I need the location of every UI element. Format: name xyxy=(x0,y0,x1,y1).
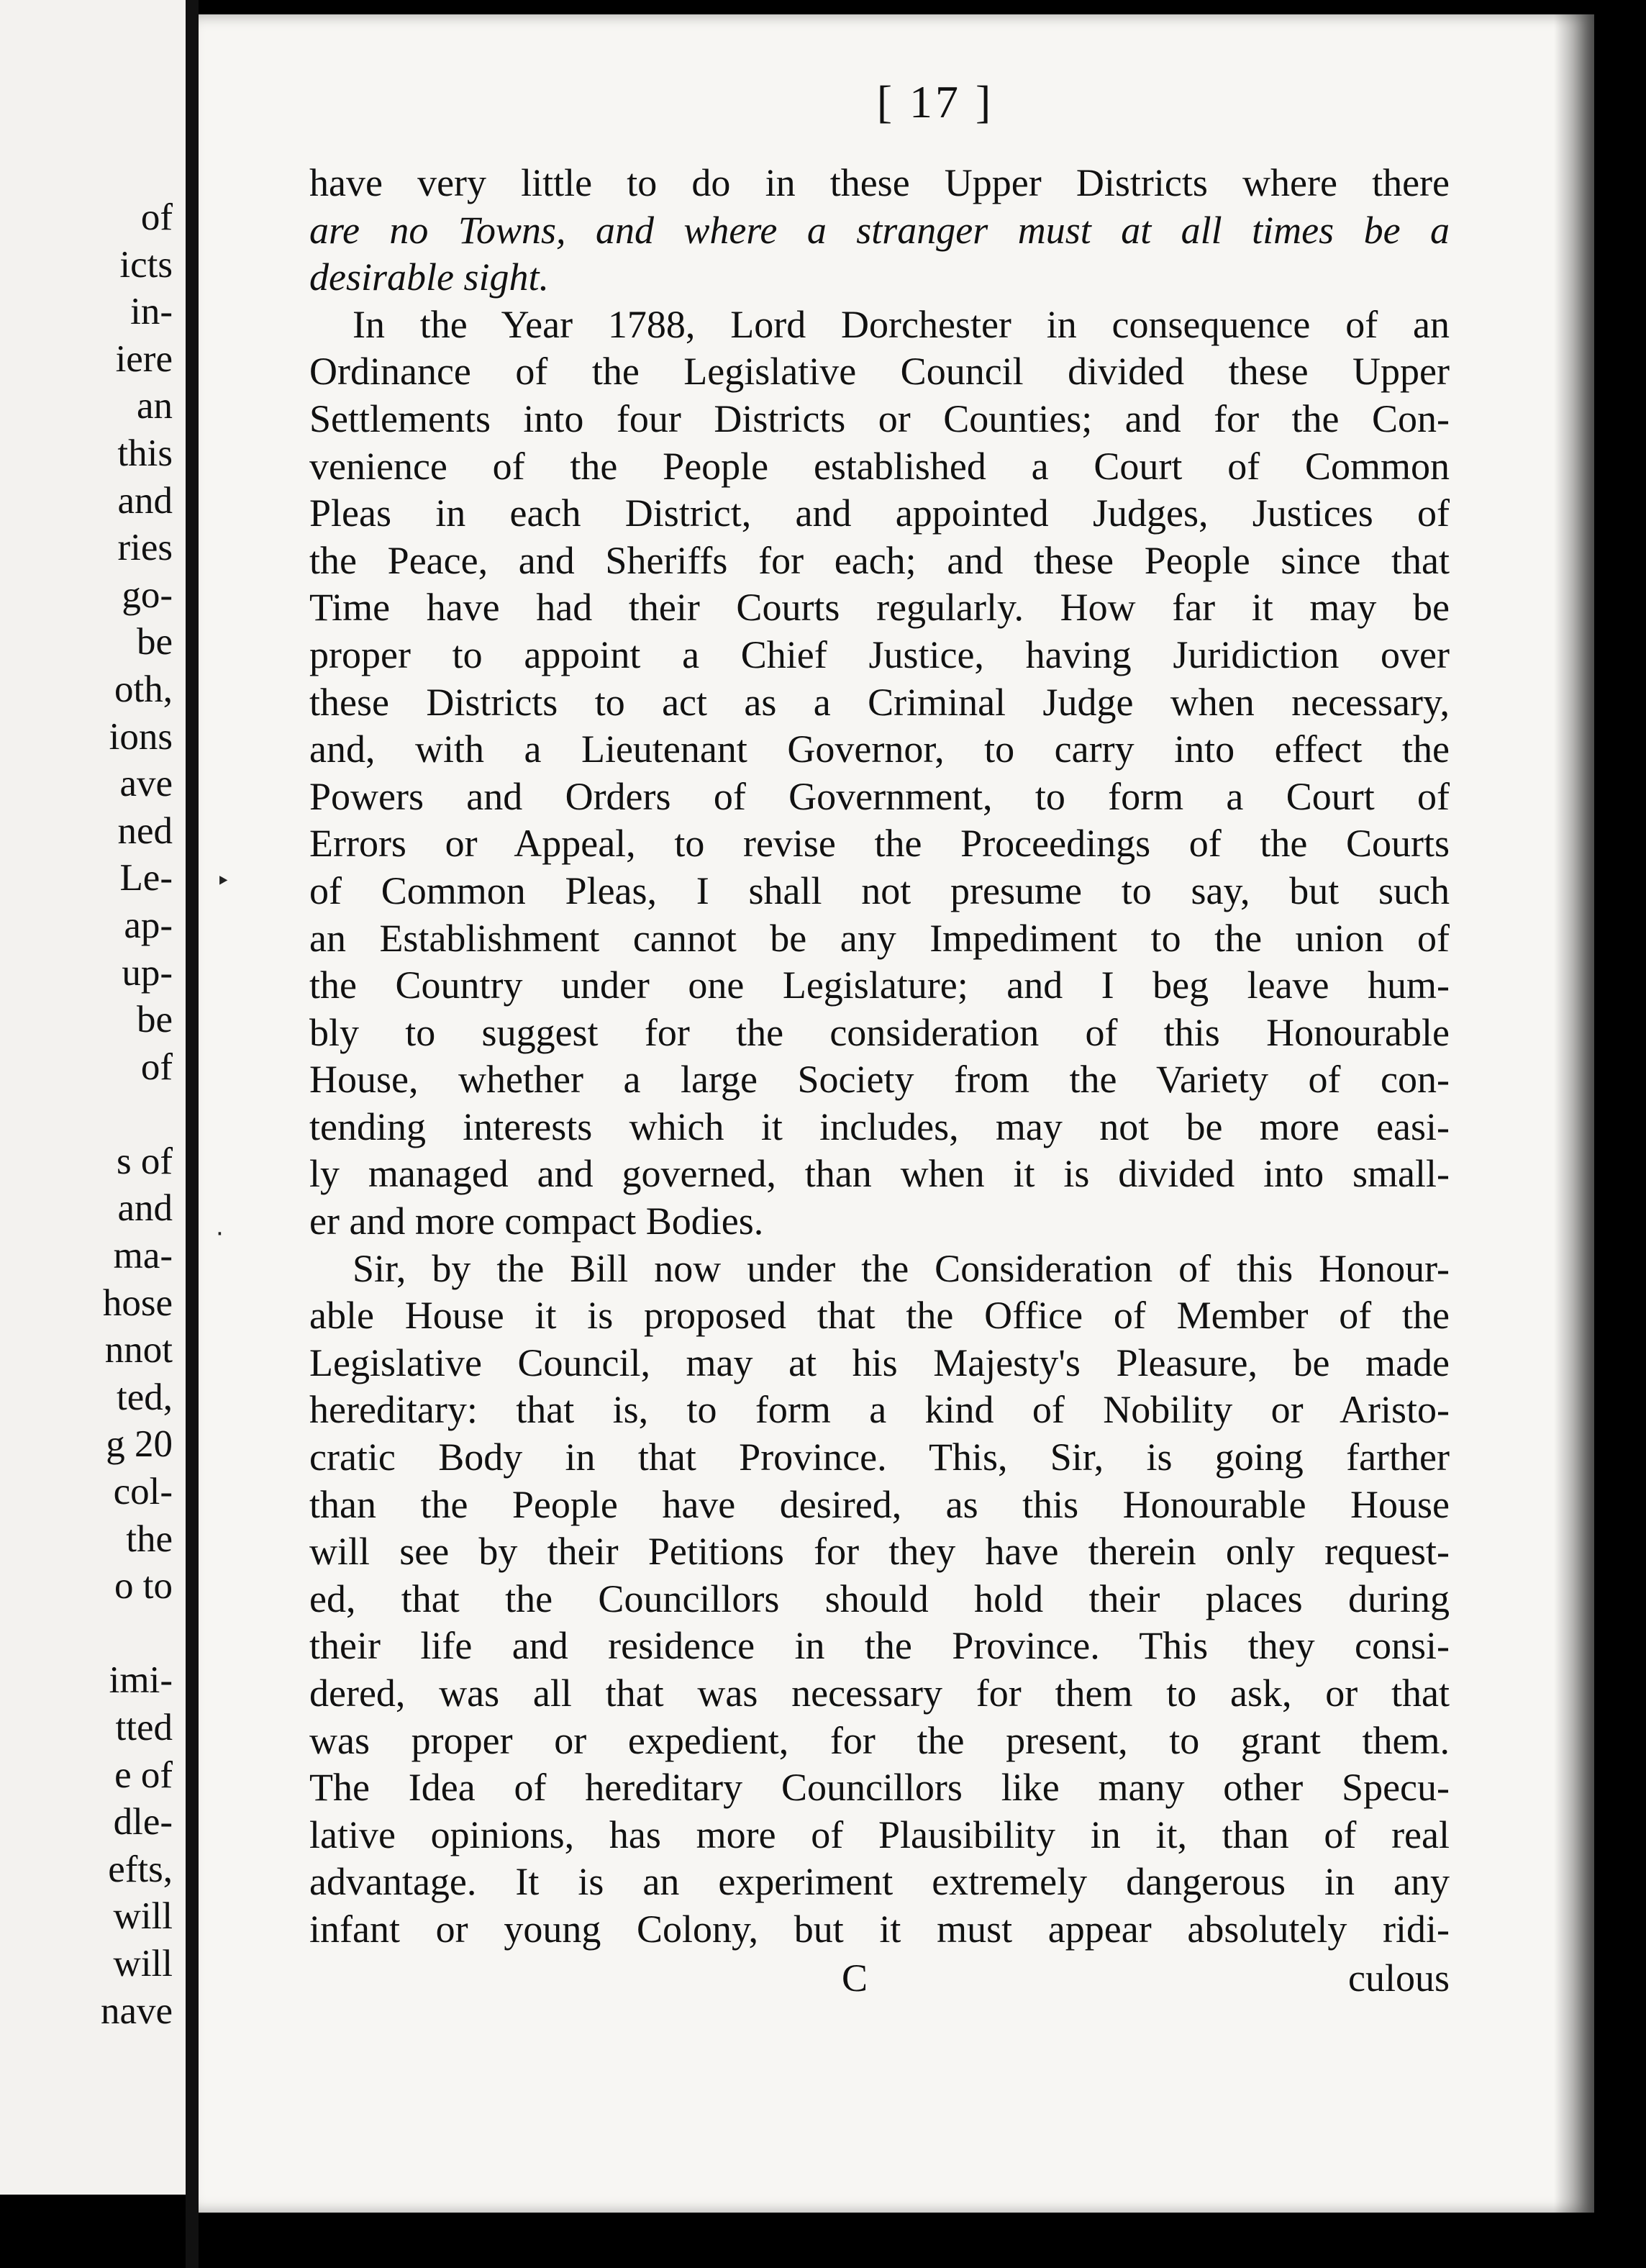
left-fragment: this xyxy=(117,432,173,474)
text-line: Ordinance of the Legislative Council divided these Upper xyxy=(309,350,1450,394)
body-text xyxy=(309,160,1450,1954)
left-fragment: efts, xyxy=(108,1848,173,1890)
text-line: bly to suggest for the consideration of this Honourable xyxy=(309,1010,1450,1054)
left-fragment: imi- xyxy=(109,1659,173,1702)
text-line: er and more compact Bodies. xyxy=(309,1199,764,1243)
margin-mark: ‣ xyxy=(216,867,231,896)
left-fragment: of xyxy=(140,1045,173,1088)
text-line: will see by their Petitions for they have therein only request- xyxy=(309,1530,1450,1574)
left-fragment: the xyxy=(126,1518,173,1560)
left-fragment: ries xyxy=(117,527,173,569)
text-line: Settlements into four Districts or Counties; and for the Con- xyxy=(309,396,1450,440)
left-fragment: nave xyxy=(100,1990,173,2032)
signature-mark: C xyxy=(842,1956,868,2000)
text-line: House, whether a large Society from the Variety of con- xyxy=(309,1058,1450,1102)
left-fragment: tted xyxy=(115,1707,173,1748)
text-line: Powers and Orders of Government, to form a Court of xyxy=(309,774,1450,818)
text-line: an Establishment cannot be any Impediment to the union of xyxy=(309,916,1450,960)
left-fragment: hose xyxy=(102,1282,173,1324)
text-line: their life and residence in the Province. This they consi- xyxy=(309,1624,1450,1668)
left-fragment: g 20 xyxy=(106,1423,173,1466)
left-fragment: col- xyxy=(113,1471,173,1513)
left-fragment: and xyxy=(117,479,173,522)
text-line: are no Towns, and where a stranger must at all times be a xyxy=(309,208,1450,252)
left-fragment: nnot xyxy=(104,1329,173,1371)
text-line: than the People have desired, as this Honourable House xyxy=(309,1482,1450,1526)
text-line: was proper or expedient, for the present, to grant them. xyxy=(309,1718,1450,1762)
left-fragment: iere xyxy=(115,337,173,380)
text-line: venience of the People established a Court of Common xyxy=(309,444,1450,488)
left-fragment: icts xyxy=(119,243,173,286)
text-line: Time have had their Courts regularly. How far it may be xyxy=(309,586,1450,630)
left-fragment: in- xyxy=(130,291,173,333)
left-fragment: of xyxy=(140,196,173,238)
text-line: advantage. It is an experiment extremely dangerous in any xyxy=(309,1860,1450,1904)
text-line: infant or young Colony, but it must appear absolutely ridi- xyxy=(309,1907,1450,1951)
left-fragment: s of xyxy=(116,1140,173,1182)
text-line: these Districts to act as a Criminal Judge when necessary, xyxy=(309,680,1450,724)
text-line: Errors or Appeal, to revise the Proceedings of the Courts xyxy=(309,822,1450,866)
left-fragment: ions xyxy=(109,715,173,758)
left-fragment: o to xyxy=(114,1565,173,1607)
left-fragment: oth, xyxy=(114,668,173,710)
text-line: lative opinions, has more of Plausibility in it, than of real xyxy=(309,1813,1450,1856)
book-gutter xyxy=(186,0,199,2268)
text-line: able House it is proposed that the Office of Member of the xyxy=(309,1294,1450,1338)
text-line: hereditary: that is, to form a kind of Nobility or Aristo- xyxy=(309,1388,1450,1432)
left-fragment: go- xyxy=(122,573,173,616)
text-line: dered, was all that was necessary for them to ask, or that xyxy=(309,1671,1450,1715)
text-line: and, with a Lieutenant Governor, to carry into effect the xyxy=(309,727,1450,771)
left-fragment: ted, xyxy=(117,1376,173,1418)
text-line: tending interests which it includes, may not be more easi- xyxy=(309,1104,1450,1148)
text-line: The Idea of hereditary Councillors like many other Specu- xyxy=(309,1766,1450,1810)
page-number: [ 17 ] xyxy=(876,76,994,127)
text-line: proper to appoint a Chief Justice, having Juridiction over xyxy=(309,632,1450,676)
text-line: Sir, by the Bill now under the Consideration of this Honour- xyxy=(353,1246,1450,1290)
text-line: ed, that the Councillors should hold their places during xyxy=(309,1577,1450,1620)
left-fragment xyxy=(0,1610,180,1658)
text-line: Pleas in each District, and appointed Judges, Justices of xyxy=(309,491,1450,535)
left-fragment: dle- xyxy=(113,1801,173,1843)
text-line: have very little to do in these Upper Districts where there xyxy=(309,161,1450,204)
left-fragment: e of xyxy=(114,1754,173,1796)
margin-mark: · xyxy=(216,1220,224,1248)
left-fragment: up- xyxy=(122,951,173,994)
left-fragment: ned xyxy=(117,809,173,852)
left-fragment: be xyxy=(136,621,173,663)
left-fragment: Le- xyxy=(119,857,173,899)
text-line: of Common Pleas, I shall not presume to say, but such xyxy=(309,868,1450,912)
catchword: culous xyxy=(1348,1956,1450,2000)
left-page-text-fragments xyxy=(0,194,180,2035)
text-line: In the Year 1788, Lord Dorchester in consequence of an xyxy=(353,302,1450,346)
page-edge-shadow xyxy=(1554,14,1594,2213)
left-fragment: an xyxy=(136,385,173,427)
text-line: the Country under one Legislature; and I beg leave hum- xyxy=(309,963,1450,1007)
left-fragment: will xyxy=(113,1895,173,1938)
left-fragment: ave xyxy=(119,763,173,805)
text-line: Legislative Council, may at his Majesty's Pleasure, be made xyxy=(309,1341,1450,1384)
left-fragment: and xyxy=(117,1187,173,1230)
left-fragment: ma- xyxy=(113,1235,173,1277)
text-line: the Peace, and Sheriffs for each; and these People since that xyxy=(309,538,1450,582)
text-line: desirable sight. xyxy=(309,255,549,299)
left-fragment: ap- xyxy=(124,904,173,946)
text-line: ly managed and governed, than when it is divided into small- xyxy=(309,1152,1450,1196)
left-fragment xyxy=(0,1091,180,1138)
page-footer xyxy=(309,1956,1450,2006)
text-line: cratic Body in that Province. This, Sir, is going farther xyxy=(309,1435,1450,1479)
left-fragment: be xyxy=(136,999,173,1041)
left-fragment: will xyxy=(113,1942,173,1984)
